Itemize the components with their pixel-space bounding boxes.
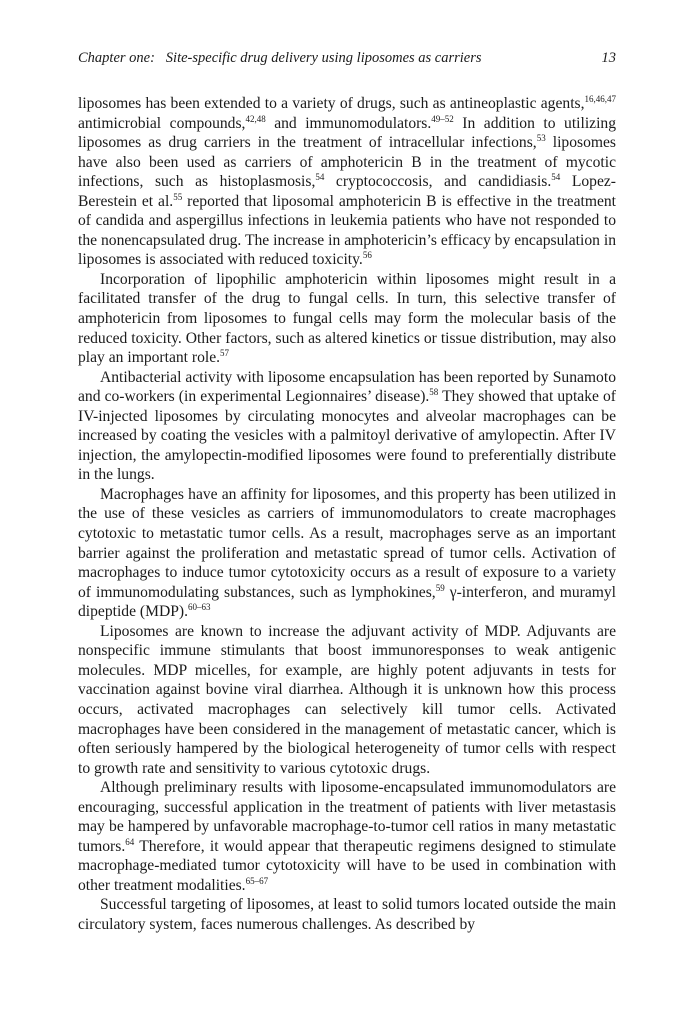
- text-run: Antibacterial activity with liposome encapsulation has been reported by Sunamoto and co-workers (in experimental Legionnaires’ disease).: [78, 368, 616, 406]
- text-run: Macrophages have an affinity for liposomes, and this property has been utilized in the use of these vesicles as carriers of immunomodulators to create macrophages cytotoxic to metastatic tumor cells. As a result, macrophages serve as an important barrier against the proliferation and metastatic spread of tumor cells. Activation of macrophages to induce tumor cytotoxicity occurs as a result of exposure to a variety of immunomodulating substances, such as lymphokines,: [78, 485, 616, 601]
- citation-superscript: 53: [536, 133, 546, 144]
- text-run: In addition to utilizing liposomes as drug carriers in the treatment of intracellular infections,: [78, 114, 617, 152]
- citation-superscript: 54: [551, 172, 561, 183]
- paragraph: [78, 485, 616, 622]
- text-run: antimicrobial compounds,: [78, 114, 246, 132]
- paragraph: [78, 895, 616, 934]
- citation-superscript: 16,46,47: [584, 94, 616, 104]
- citation-superscript: 56: [362, 250, 372, 261]
- text-run: They showed that uptake of IV-injected liposomes by circulating monocytes and alveolar macrophages can be increased by coating the vesicles with a palmitoyl derivative of amylopectin. After IV injection, the amylopectin-modified liposomes were found to preferentially distribute in the lungs.: [78, 388, 616, 484]
- citation-superscript: 49–52: [431, 113, 454, 124]
- paragraph: [78, 270, 616, 368]
- text-run: liposomes has been extended to a variety of drugs, such as antineoplastic agents,: [78, 95, 585, 112]
- text-run: γ-interferon, and muramyl dipeptide (MDP).: [78, 583, 617, 621]
- paragraph: [78, 622, 616, 778]
- text-run: liposomes have also been used as carriers of amphotericin B in the treatment of mycotic infections, such as histoplasmosis,: [78, 134, 616, 191]
- page-number: 13: [601, 50, 616, 66]
- chapter-name: Site-specific drug delivery using liposomes as carriers: [165, 50, 482, 66]
- text-run: Successful targeting of liposomes, at least to solid tumors located outside the main circulatory system, faces numerous challenges. As described by: [78, 896, 616, 933]
- paragraph: [78, 368, 616, 485]
- text-run: Therefore, it would appear that therapeutic regimens designed to stimulate macrophage-mediated tumor cytotoxicity will have to be used in combination with other treatment modalities.: [78, 837, 616, 894]
- citation-superscript: 55: [173, 191, 183, 202]
- citation-superscript: 57: [220, 348, 230, 359]
- paragraph: [78, 778, 616, 895]
- citation-superscript: 54: [315, 172, 325, 183]
- paragraph: [78, 94, 616, 270]
- text-run: and immunomodulators.: [265, 114, 432, 132]
- citation-superscript: 59: [435, 582, 445, 593]
- text-run: Liposomes are known to increase the adjuvant activity of MDP. Adjuvants are nonspecific immune stimulants that boost immunoresponses to weak antigenic molecules. MDP micelles, for example, are highly potent adjuvants in tests for vaccination against bovine viral diarrhea. Although it is unknown how this process occurs, activated macrophages can selectively kill tumor cells. Activated macrophages have been considered in the management of metastatic cancer, which is often seriously hampered by the biological heterogeneity of tumor cells with respect to growth rate and sensitivity to various cytotoxic drugs.: [78, 622, 616, 777]
- citation-superscript: 65–67: [245, 875, 269, 886]
- text-run: reported that liposomal amphotericin B is effective in the treatment of candida and aspergillus infections in leukemia patients who have not responded to the nonencapsulated drug. The increase in amphotericin’s efficacy by encapsulation in liposomes is associated with reduced toxicity.: [78, 192, 617, 269]
- citation-superscript: 60–63: [188, 602, 211, 613]
- citation-superscript: 58: [429, 387, 439, 398]
- running-head: [78, 49, 616, 67]
- chapter-label: Chapter one:: [78, 50, 155, 66]
- body-text: [78, 94, 616, 935]
- text-run: cryptococcosis, and candidiasis.: [324, 173, 552, 191]
- text-run: Incorporation of lipophilic amphotericin within liposomes might result in a facilitated transfer of the drug to fungal cells. In turn, this selective transfer of amphotericin from liposomes to fungal cells may form the molecular basis of the reduced toxicity. Other factors, such as altered kinetics or tissue distribution, may also play an important role.: [78, 270, 616, 367]
- text-run: Although preliminary results with liposome-encapsulated immunomodulators are encouraging, successful application in the treatment of patients with liver metastasis may be hampered by unfavorable macrophage-to-tumor cell ratios in many metastatic tumors.: [78, 779, 616, 855]
- citation-superscript: 64: [125, 836, 135, 847]
- citation-superscript: 42,48: [245, 113, 266, 124]
- chapter-title: [78, 49, 482, 67]
- text-run: Lopez-Berestein et al.: [78, 173, 616, 210]
